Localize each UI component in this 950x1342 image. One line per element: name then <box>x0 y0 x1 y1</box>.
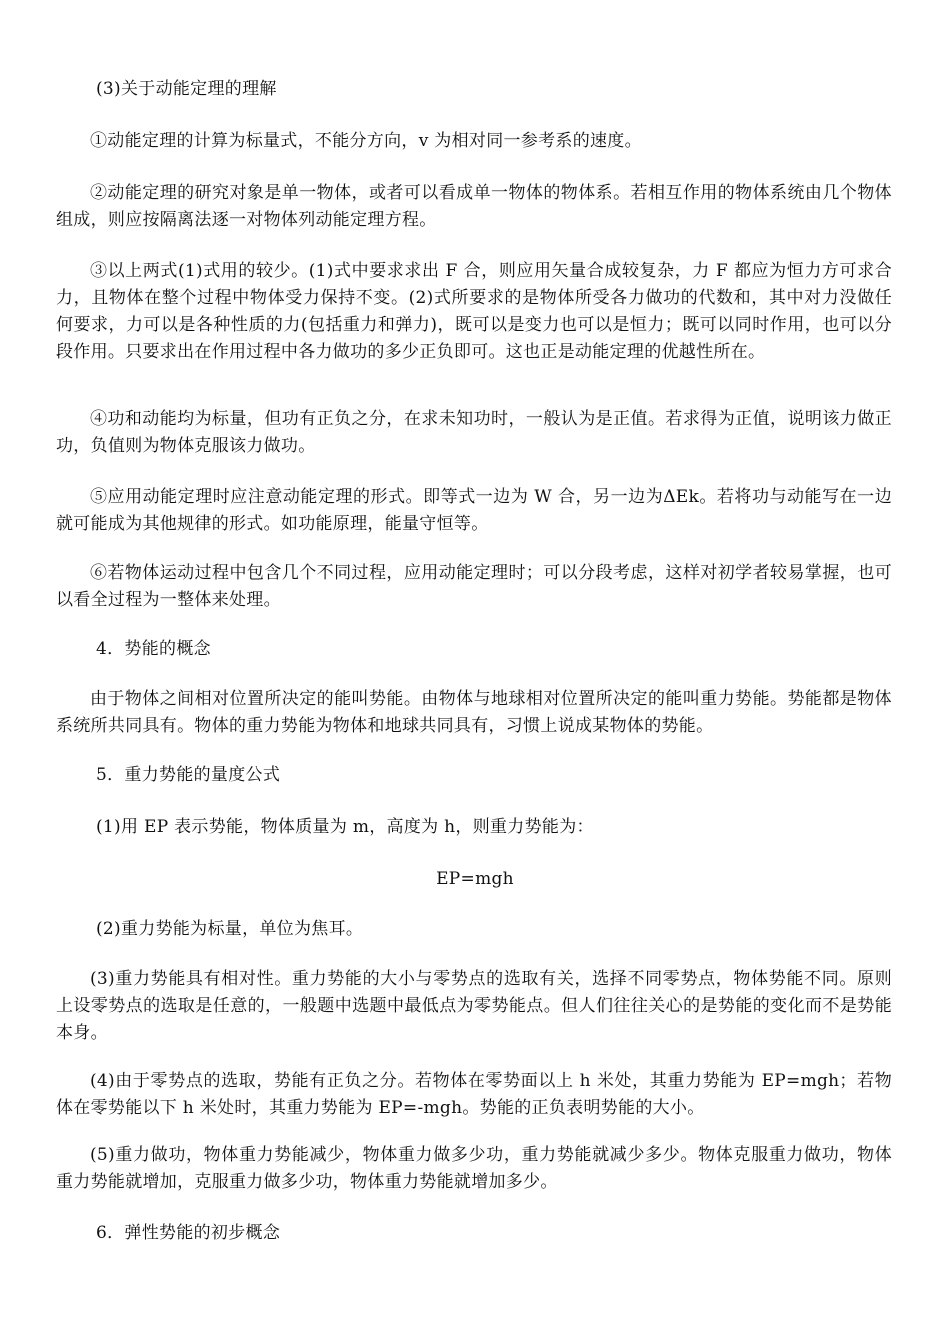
paragraph-point-4: ④功和动能均为标量，但功有正负之分，在求未知功时，一般认为是正值。若求得为正值，说明该力做正功，负值则为物体克服该力做功。 <box>56 409 892 456</box>
paragraph-scalar-unit: (2)重力势能为标量，单位为焦耳。 <box>96 919 364 939</box>
paragraph-potential-energy-definition: 由于物体之间相对位置所决定的能叫势能。由物体与地球相对位置所决定的能叫重力势能。势能都是物体系统所共同具有。物体的重力势能为物体和地球共同具有，习惯上说成某物体的势能。 <box>56 689 892 736</box>
paragraph-relativity: (3)重力势能具有相对性。重力势能的大小与零势点的选取有关，选择不同零势点，物体势能不同。原则上设零势点的选取是任意的，一般题中选题中最低点为零势能点。但人们往往关心的是势能的变化而不是势能本身。 <box>56 969 892 1043</box>
paragraph-point-5: ⑤应用动能定理时应注意动能定理的形式。即等式一边为 W 合，另一边为ΔEk。若将功与动能写在一边就可能成为其他规律的形式。如功能原理，能量守恒等。 <box>56 487 892 534</box>
section-heading-elastic-pe: 6．弹性势能的初步概念 <box>96 1223 281 1243</box>
paragraph-point-2: ②动能定理的研究对象是单一物体，或者可以看成单一物体的物体系。若相互作用的物体系统由几个物体组成，则应按隔离法逐一对物体列动能定理方程。 <box>56 183 892 230</box>
paragraph-formula-intro: (1)用 EP 表示势能，物体质量为 m，高度为 h，则重力势能为： <box>96 817 594 837</box>
paragraph-point-3: ③以上两式(1)式用的较少。(1)式中要求求出 F 合，则应用矢量合成较复杂，力 F 都应为恒力方可求合力，且物体在整个过程中物体受力保持不变。(2)式所要求的是物体所受各力做功的代数和，其中对力没做任何要求，力可以是各种性质的力(包括重力和弹力)，既可以是变力也可以是恒力；既可以同时作用，也可以分段作用。只要求出在作用过程中各力做功的多少正负即可。这也正是动能定理的优越性所在。 <box>56 261 892 362</box>
formula-ep-mgh: EP=mgh <box>436 869 514 889</box>
paragraph-point-1: ①动能定理的计算为标量式，不能分方向，v 为相对同一参考系的速度。 <box>90 131 642 151</box>
section-heading-kinetic-theorem-understanding: (3)关于动能定理的理解 <box>96 79 277 99</box>
section-heading-gravitational-pe-formula: 5．重力势能的量度公式 <box>96 765 281 785</box>
paragraph-sign-of-pe: (4)由于零势点的选取，势能有正负之分。若物体在零势面以上 h 米处，其重力势能为 EP=mgh；若物体在零势能以下 h 米处时，其重力势能为 EP=-mgh。势能的正负表明势能的大小。 <box>56 1071 892 1118</box>
paragraph-point-6: ⑥若物体运动过程中包含几个不同过程，应用动能定理时；可以分段考虑，这样对初学者较易掌握，也可以看全过程为一整体来处理。 <box>56 563 892 610</box>
paragraph-gravity-work: (5)重力做功，物体重力势能减少，物体重力做多少功，重力势能就减少多少。物体克服重力做功，物体重力势能就增加，克服重力做多少功，物体重力势能就增加多少。 <box>56 1145 892 1192</box>
section-heading-potential-energy-concept: 4．势能的概念 <box>96 639 211 659</box>
